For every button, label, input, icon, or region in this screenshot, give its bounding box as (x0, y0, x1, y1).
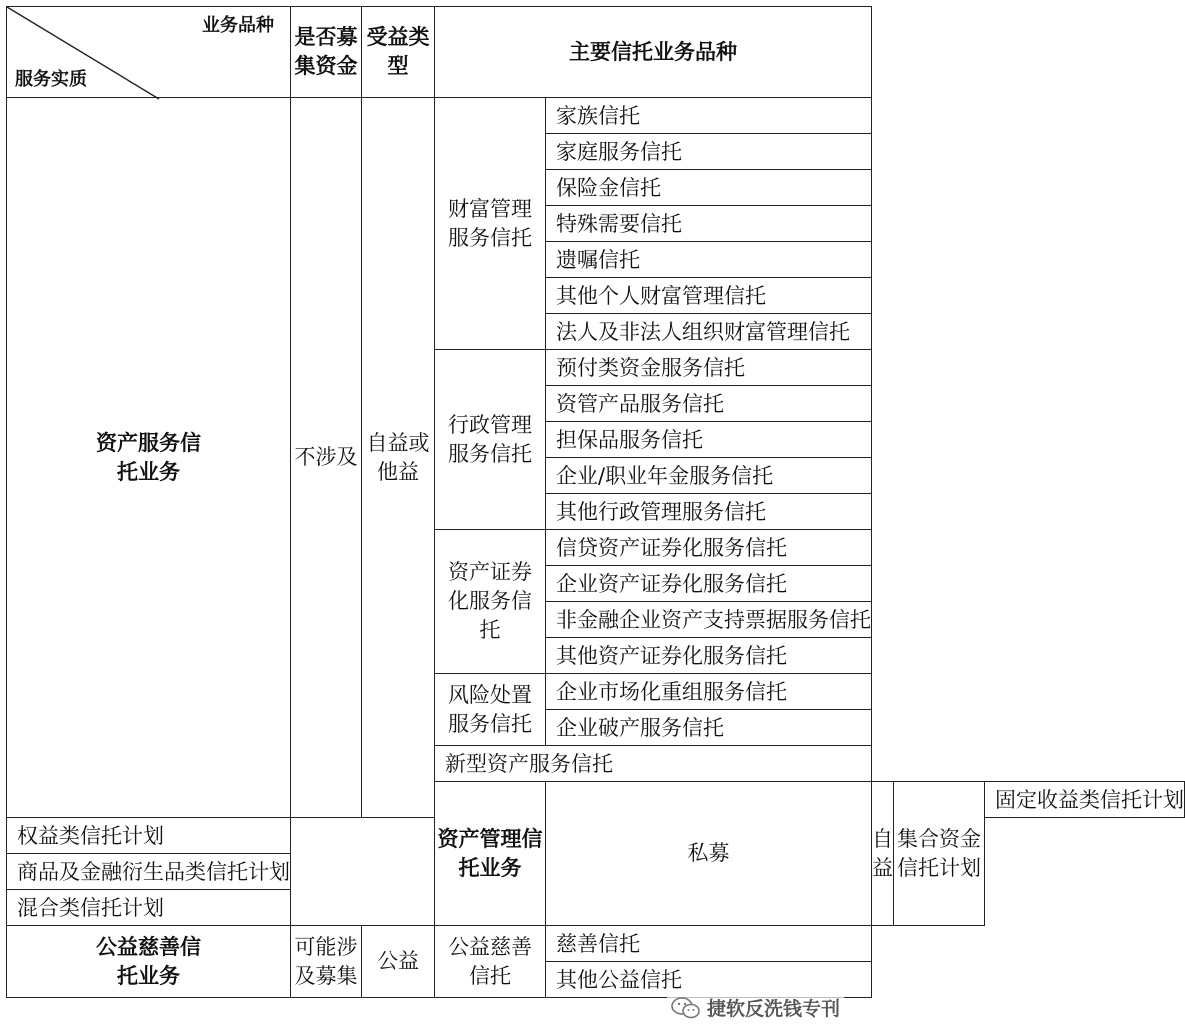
product-item: 固定收益类信托计划 (985, 782, 1185, 818)
product-item: 担保品服务信托 (546, 422, 872, 458)
diag-bottom-label: 服务实质 (15, 69, 87, 90)
product-item: 家庭服务信托 (546, 134, 872, 170)
col-header-raise: 是否募集资金 (291, 7, 362, 98)
sub-securitization: 资产证券化服务信托 (435, 530, 546, 674)
product-item: 资管产品服务信托 (546, 386, 872, 422)
sub-new-type: 新型资产服务信托 (435, 746, 872, 782)
category-asset-mgmt: 资产管理信托业务 (435, 782, 546, 926)
product-item: 商品及金融衍生品类信托计划 (7, 854, 291, 890)
sub-admin-management: 行政管理服务信托 (435, 350, 546, 530)
sub-wealth-management: 财富管理服务信托 (435, 98, 546, 350)
product-item: 预付类资金服务信托 (546, 350, 872, 386)
col-header-products: 主要信托业务品种 (435, 7, 872, 98)
raise-asset-mgmt: 私募 (546, 782, 872, 926)
product-item: 保险金信托 (546, 170, 872, 206)
col-header-benefit: 受益类型 (362, 7, 435, 98)
product-item: 信贷资产证券化服务信托 (546, 530, 872, 566)
diagonal-header-cell (7, 7, 291, 98)
category-charity: 公益慈善信托业务 (7, 926, 291, 998)
product-item: 非金融企业资产支持票据服务信托 (546, 602, 872, 638)
product-item: 遗嘱信托 (546, 242, 872, 278)
watermark-text: 捷软反洗钱专刊 (706, 998, 840, 1020)
product-item: 企业市场化重组服务信托 (546, 674, 872, 710)
category-asset-service: 资产服务信托业务 (7, 98, 291, 818)
wechat-icon (671, 997, 701, 1019)
product-item: 混合类信托计划 (7, 890, 291, 926)
product-item: 企业破产服务信托 (546, 710, 872, 746)
product-item: 其他资产证券化服务信托 (546, 638, 872, 674)
sub-risk-disposal: 风险处置服务信托 (435, 674, 546, 746)
header-row (7, 7, 1185, 98)
diag-top-label: 业务品种 (202, 15, 274, 36)
benefit-asset-mgmt: 自益 (872, 782, 894, 926)
product-item: 企业资产证券化服务信托 (546, 566, 872, 602)
product-item: 法人及非法人组织财富管理信托 (546, 314, 872, 350)
watermark (667, 992, 844, 1023)
product-item: 权益类信托计划 (7, 818, 291, 854)
product-item: 其他行政管理服务信托 (546, 494, 872, 530)
product-item: 慈善信托 (546, 926, 872, 962)
product-item: 企业/职业年金服务信托 (546, 458, 872, 494)
benefit-asset-service: 自益或他益 (362, 98, 435, 818)
product-item: 特殊需要信托 (546, 206, 872, 242)
product-item: 其他个人财富管理信托 (546, 278, 872, 314)
trust-business-table (6, 6, 1185, 998)
product-item: 其他公益信托 (546, 962, 872, 998)
sub-charity: 公益慈善信托 (435, 926, 546, 998)
benefit-charity: 公益 (362, 926, 435, 998)
sub-collective-fund: 集合资金信托计划 (894, 782, 985, 926)
product-item: 家族信托 (546, 98, 872, 134)
raise-asset-service: 不涉及 (291, 98, 362, 818)
raise-charity: 可能涉及募集 (291, 926, 362, 998)
